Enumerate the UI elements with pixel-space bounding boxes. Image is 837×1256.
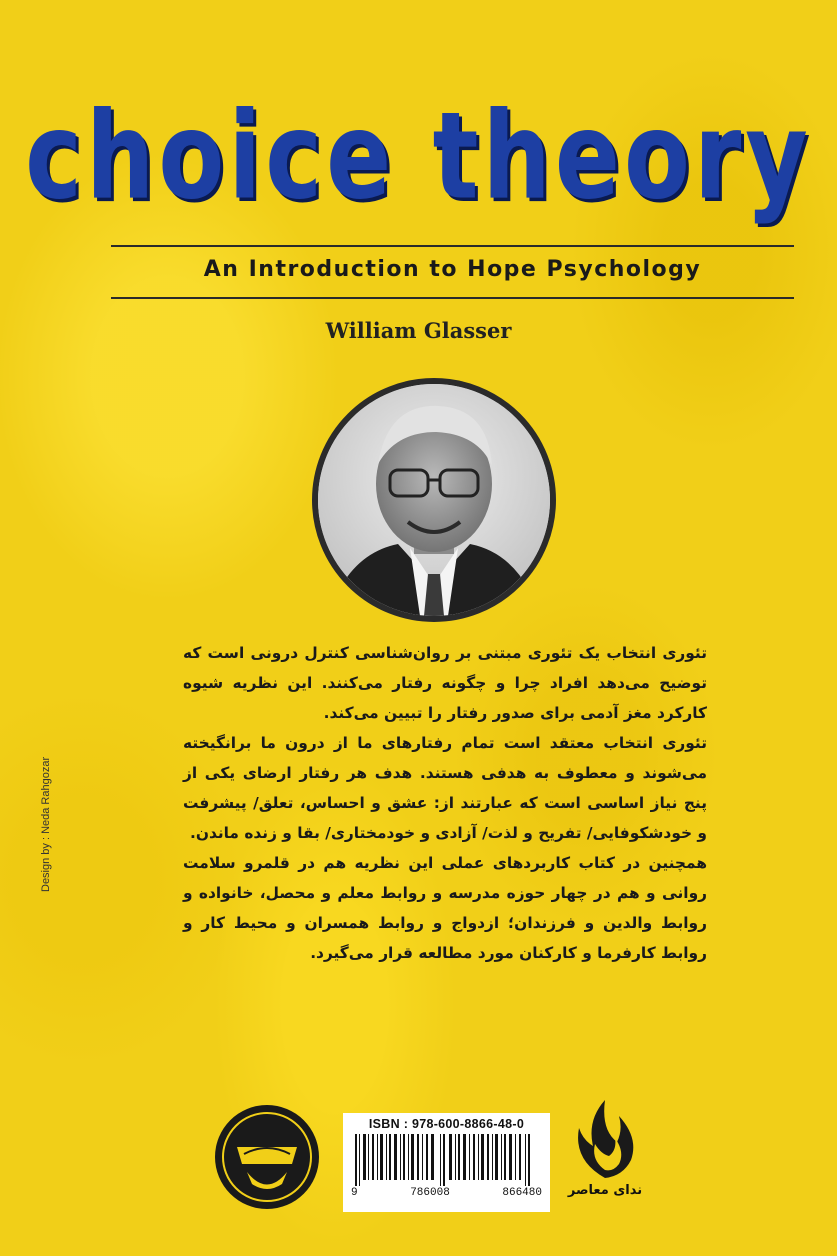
- description-paragraph: تئوری انتخاب معتقد است تمام رفتارهای ما از درون ما برانگیخته می‌شوند و معطوف به هدفی هستند. هدف هر رفتار ارضای یکی از پنج نیاز اساسی است که عبارتند از: عشق و احساس، تعلق/ پیشرفت و خودشکوفایی/ تفریح و لذت/ آزادی و خودمختاری/ بقا و زنده ماندن.: [183, 734, 707, 842]
- isbn-barcode: [343, 1113, 550, 1212]
- designer-credit: Design by : Neda Rahgozar: [40, 756, 52, 892]
- imprint-seal-logo: [212, 1102, 322, 1212]
- description-paragraph: تئوری انتخاب یک تئوری مبتنی بر روان‌شناسی کنترل درونی است که توضیح می‌دهد افراد چرا و چگونه رفتار می‌کنند. این نظریه شیوه کارکرد مغز آدمی برای صدور رفتار را تبیین می‌کند.: [183, 644, 707, 722]
- barcode-bars: [349, 1134, 544, 1186]
- description-paragraph: همچنین در کتاب کاربردهای عملی این نظریه هم در قلمرو سلامت روانی و هم در چهار حوزه مدرسه و روابط معلم و محصل، خانواده و روابط والدین و فرزندان؛ ازدواج و روابط همسران و محیط کار و روابط کارفرما و کارکنان مورد مطالعه قرار می‌گیرد.: [183, 854, 707, 962]
- book-title: choice theory: [25, 86, 812, 226]
- barcode-numbers: [349, 1187, 544, 1199]
- barcode-digit-group: 866480: [502, 1187, 542, 1199]
- barcode-digit-group: 9: [351, 1187, 358, 1199]
- author-name: William Glasser: [325, 318, 512, 343]
- book-subtitle: An Introduction to Hope Psychology: [203, 257, 702, 282]
- author-photo-illustration: [318, 384, 550, 616]
- book-description: [183, 638, 707, 968]
- author-portrait: [312, 378, 556, 622]
- publisher-flame-logo: [565, 1080, 645, 1180]
- isbn-label: ISBN : 978-600-8866-48-0: [368, 1117, 525, 1131]
- barcode-digit-group: 786008: [410, 1187, 450, 1199]
- divider-top: [111, 245, 794, 247]
- publisher-name: ندای معاصر: [567, 1183, 643, 1198]
- divider-bottom: [111, 297, 794, 299]
